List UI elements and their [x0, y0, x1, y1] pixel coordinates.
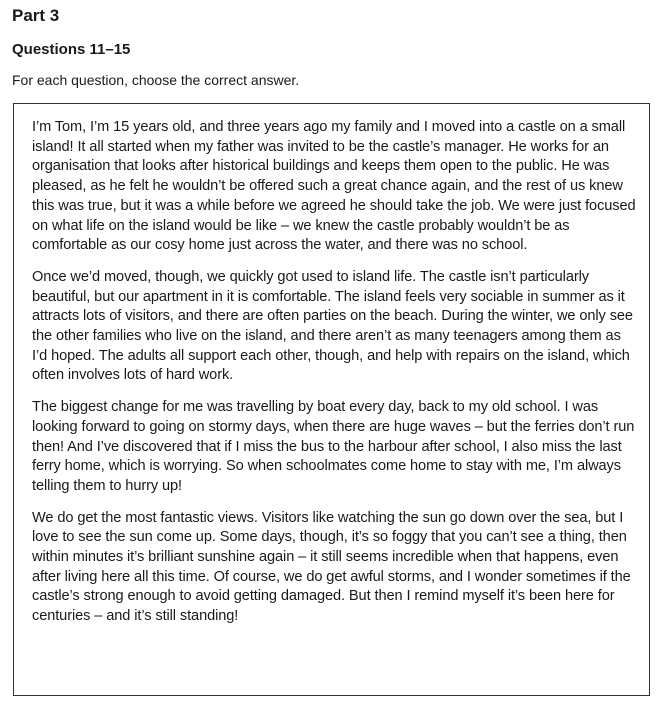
part-title: Part 3 [12, 6, 60, 25]
passage-paragraph-4: We do get the most fantastic views. Visitors like watching the sun go down over the sea, but I love to see the sun come up. Some days, though, it’s so foggy that you can’t see a thing, then within minutes it’s brilliant sunshine again – it still seems incredible when that happens, even after living here all this time. Of course, we do get awful storms, and I wonder sometimes if the castle’s strong enough to avoid getting damaged. But then I remind myself it’s been here for centuries – and it’s still standing! [32, 509, 631, 625]
passage-paragraph-1: I’m Tom, I’m 15 years old, and three years ago my family and I moved into a castle on a small island! It all started when my father was invited to be the castle’s manager. He works for an organisation that looks after historical buildings and keeps them open to the public. He was pleased, as he felt he wouldn’t be offered such a great chance again, and the rest of us knew this was true, but it was a while before we agreed he should take the job. We were just focused on what life on the island would be like – we knew the castle probably wouldn’t be as comfortable as our cosy home just across the water, and there was no school. [32, 119, 636, 254]
passage-paragraph-3: The biggest change for me was travelling by boat every day, back to my old school. I was looking forward to going on stormy days, when there are huge waves – but the ferries don’t run then! And I’ve discovered that if I miss the bus to the harbour after school, I also miss the last ferry home, which is worrying. So when schoolmates come home to stay with me, I’m always telling them to hurry up! [32, 399, 635, 494]
instruction-text: For each question, choose the correct answer. [12, 72, 300, 88]
reading-passage [13, 103, 650, 696]
passage-paragraph-2: Once we’d moved, though, we quickly got used to island life. The castle isn’t particularly beautiful, but our apartment in it is comfortable. The island feels very sociable in summer as it attracts lots of visitors, and there are often parties on the beach. During the winter, we only see the other families who live on the island, and there aren’t as many teenagers among them as I’d hoped. The adults all support each other, though, and help with repairs on the island, which often involves lots of hard work. [32, 268, 633, 384]
questions-title: Questions 11–15 [12, 41, 131, 58]
